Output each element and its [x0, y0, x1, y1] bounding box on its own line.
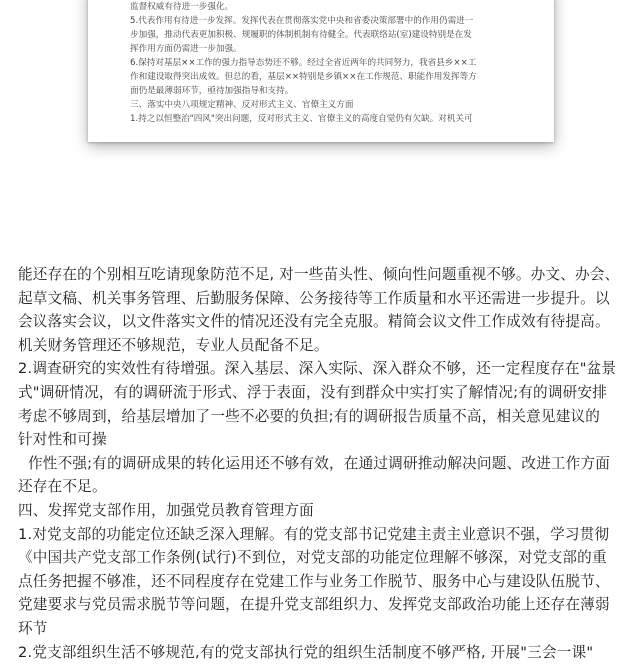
body-line: 点任务把握不够准，还不同程度存在党建工作与业务工作脱节、服务中心与建设队伍脱节、 [18, 570, 626, 594]
body-line: 作性不强;有的调研成果的转化运用还不够有效，在通过调研推动解决问题、改进工作方面 [18, 452, 626, 476]
preview-line: 监督权威有待进一步强化。 [130, 0, 542, 14]
preview-line: 挥作用方面仍需进一步加强。 [130, 42, 542, 56]
preview-line: 6.保持对基层××工作的强力指导态势还不够。经过全省近两年的共同努力，我省县乡××工 [130, 56, 542, 70]
body-line: 起草文稿、机关事务管理、后勤服务保障、公务接待等工作质量和水平还需进一步提升。以 [18, 287, 626, 311]
body-line: 1.对党支部的功能定位还缺乏深入理解。有的党支部书记党建主责主业意识不强，学习贯彻 [18, 523, 626, 547]
preview-line: 1.持之以恒整治"四风"突出问题，反对形式主义、官僚主义的高度自觉仍有欠缺。对机关可 [130, 112, 542, 126]
preview-line: 面仍是最薄弱环节，亟待加强指导和支持。 [130, 84, 542, 98]
body-line: 2.调查研究的实效性有待增强。深入基层、深入实际、深入群众不够，还一定程度存在"盆景 [18, 357, 626, 381]
document-preview-card [88, 0, 554, 142]
body-text-block [18, 263, 626, 664]
body-line: 党建要求与党员需求脱节等问题，在提升党支部组织力、发挥党支部政治功能上还存在薄弱 [18, 593, 626, 617]
preview-line: 5.代表作用有待进一步发挥。发挥代表在贯彻落实党中央和省委决策部署中的作用仍需进一 [130, 14, 542, 28]
body-line: 还存在不足。 [18, 475, 626, 499]
body-line: 式"调研情况，有的调研流于形式、浮于表面，没有到群众中实打实了解情况;有的调研安排 [18, 381, 626, 405]
preview-text-block [130, 0, 542, 126]
body-line: 能还存在的个别相互吃请现象防范不足, 对一些苗头性、倾向性问题重视不够。办文、办会、 [18, 263, 626, 287]
preview-line: 步加强，推动代表更加积极、规履职的体制机制有待健全。代表联络站(室)建设特别是在发 [130, 28, 542, 42]
body-line: 环节 [18, 617, 626, 641]
body-line: 《中国共产党支部工作条例(试行)不到位，对党支部的功能定位理解不够深，对党支部的重 [18, 546, 626, 570]
body-line: 会议落实会议，以文件落实文件的情况还没有完全克服。精简会议文件工作成效有待提高。 [18, 310, 626, 334]
preview-line: 三、落实中央八项规定精神、反对形式主义、官僚主义方面 [130, 98, 542, 112]
preview-line: 作和建设取得突出成效。但总的看，基层××特别是乡镇××在工作规范、职能作用发挥等方 [130, 70, 542, 84]
body-line: 考虑不够周到，给基层增加了一些不必要的负担;有的调研报告质量不高，相关意见建议的 [18, 405, 626, 429]
body-line: 机关财务管理还不够规范，专业人员配备不足。 [18, 334, 626, 358]
section-heading: 四、发挥党支部作用，加强党员教育管理方面 [18, 499, 626, 523]
body-line: 针对性和可操 [18, 428, 626, 452]
body-line: 2.党支部组织生活不够规范,有的党支部执行党的组织生活制度不够严格, 开展"三会一课" [18, 641, 626, 664]
